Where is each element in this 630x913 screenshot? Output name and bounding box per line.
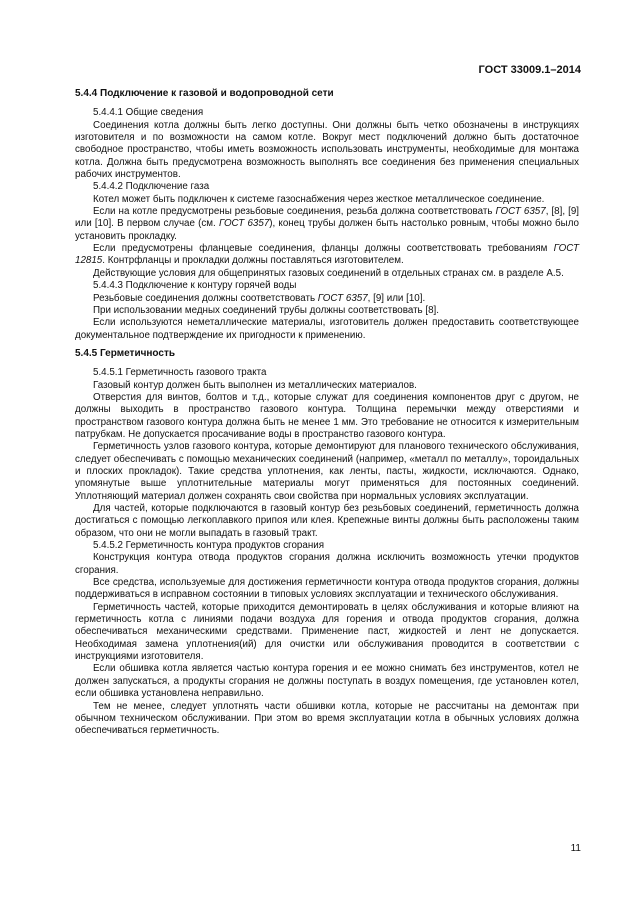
section-title: 5.4.5 Герметичность — [75, 347, 176, 359]
paragraph: Резьбовые соединения должны соответствовать ГОСТ 6357, [9] или [10]. — [93, 292, 426, 304]
paragraph: Газовый контур должен быть выполнен из металлических материалов. — [93, 379, 417, 391]
paragraph: Котел может быть подключен к системе газоснабжения через жесткое металлическое соединение. — [93, 193, 545, 205]
document-body — [75, 88, 579, 738]
subsection-heading: 5.4.4.2 Подключение газа — [93, 181, 210, 193]
paragraph: Для частей, которые подключаются в газовый контур без резьбовых соединений, герметичность должна достигаться с помощью легкоплавкого припоя или клея. Крепежные винты должны быть расположены таким образом, что они не могли выпадать в газовый тракт. — [75, 503, 579, 539]
paragraph: Соединения котла должны быть легко доступны. Они должны быть четко обозначены в инструкциях изготовителя и по возможности на самом котле. Вокруг мест подключений должно быть достаточное свободное пространство, чтобы иметь возможность использовать инструменты, необходимые для монтажа котла. Должна быть предусмотрена возможность выполнять все соединения без применения специальных рабочих инструментов. — [75, 119, 579, 181]
paragraph: Герметичность узлов газового контура, которые демонтируют для планового технического обслуживания, следует обеспечивать с помощью механических соединений (например, «металл по металлу», тороидальных и плоских прокладок). Такие средства уплотнения, как ленты, пасты, жидкости, исключаются. Однако, упомянутые выше уплотнительные материалы могут применяться для постоянных соединений. Уплотняющий материал должен сохранять свои свойства при нормальных условиях эксплуатации. — [75, 441, 579, 502]
standard-number: ГОСТ 33009.1–2014 — [478, 64, 581, 76]
paragraph: Если обшивка котла является частью контура горения и ее можно снимать без инструментов, котел не должен запускаться, а продукты сгорания не должны поступать в воздух помещения, где установлен котел, если обшивка установлена неправильно. — [75, 663, 579, 700]
paragraph: Если используются неметаллические материалы, изготовитель должен предоставить соответствующее документальное подтверждение их пригодности к применению. — [75, 317, 579, 341]
paragraph: Если на котле предусмотрены резьбовые соединения, резьба должна соответствовать ГОСТ 6357, [8], [9] или [10]. В первом случае (см. ГОСТ 6357), конец трубы должен быть настолько ровным, чтобы можно было установить прокладку. — [75, 206, 579, 242]
subsection-heading: 5.4.5.2 Герметичность контура продуктов сгорания — [93, 540, 325, 552]
paragraph: Конструкция контура отвода продуктов сгорания должна исключить возможность утечки продуктов сгорания. — [75, 552, 579, 576]
paragraph: Все средства, используемые для достижения герметичности контура отвода продуктов сгорания, должны поддерживаться в исправном состоянии в типовых условиях эксплуатации и технического обслуживания. — [75, 577, 579, 601]
paragraph: Отверстия для винтов, болтов и т.д., которые служат для соединения компонентов друг с другом, не должны выходить в пространство газового контура. Толщина перемычки между отверстиями и пространством газового контура должна быть не менее 1 мм. Это требование не относится к измерительным патрубкам. Не допускается просачивание воды в пространство газового контура. — [75, 391, 579, 440]
subsection-heading: 5.4.4.3 Подключение к контуру горячей воды — [93, 280, 297, 292]
paragraph: Герметичность частей, которые приходится демонтировать в целях обслуживания и которые влияют на герметичность котла с линиями подачи воздуха для горения и отвода продуктов сгорания, должна обеспечиваться механическими средствами. Применение паст, жидкостей и лент не допускается. Необходимая замена уплотнения(ий) для очистки или обслуживания проводится в соответствии с инструкциями изготовителя. — [75, 601, 579, 663]
subsection-heading: 5.4.4.1 Общие сведения — [93, 107, 204, 119]
subsection-heading: 5.4.5.1 Герметичность газового тракта — [93, 367, 267, 379]
page-number: 11 — [570, 843, 581, 854]
paragraph: Если предусмотрены фланцевые соединения, фланцы должны соответствовать требованиям ГОСТ 12815. Контрфланцы и прокладки должны поставляться изготовителем. — [75, 243, 579, 267]
paragraph: При использовании медных соединений трубы должны соответствовать [8]. — [93, 304, 439, 316]
section-title: 5.4.4 Подключение к газовой и водопроводной сети — [75, 88, 334, 99]
paragraph: Действующие условия для общепринятых газовых соединений в отдельных странах см. в разделе А.5. — [93, 267, 564, 279]
paragraph: Тем не менее, следует уплотнять части обшивки котла, которые не рассчитаны на демонтаж при обычном техническом обслуживании. При этом во время эксплуатации котла в обычных условиях должна обеспечиваться герметичность. — [75, 700, 579, 737]
